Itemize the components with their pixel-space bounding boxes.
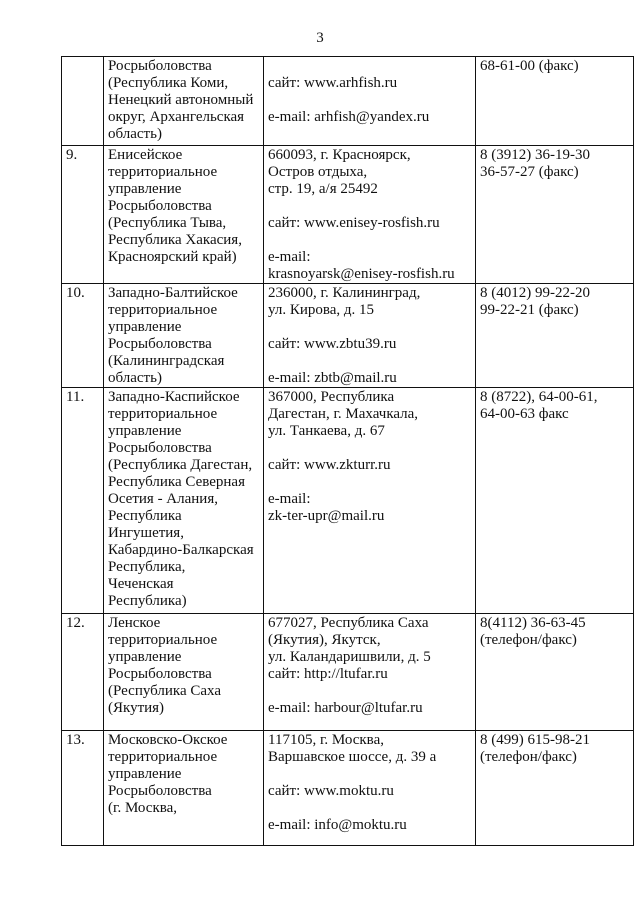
blank-line xyxy=(268,683,472,700)
address-line: Варшавское шоссе, д. 39 а xyxy=(268,749,437,765)
organization-name-line: (Республика Тыва, xyxy=(108,215,227,231)
organization-name-line: Росрыболовства xyxy=(108,440,212,456)
address-line: Дагестан, г. Махачкала, xyxy=(268,406,419,422)
organization-name-line: Росрыболовства xyxy=(108,666,212,682)
phone-line: (телефон/факс) xyxy=(480,632,577,648)
email-line: e-mail: zbtb@mail.ru xyxy=(268,370,397,386)
phone-line: 8 (499) 615-98-21 xyxy=(480,732,590,748)
organization-name-line: территориальное xyxy=(108,632,218,648)
address-line: 660093, г. Красноярск, xyxy=(268,147,411,163)
organization-name-line: (Республика Коми, xyxy=(108,75,229,91)
table-row xyxy=(62,614,634,731)
organization-name-line: Росрыболовства xyxy=(108,783,212,799)
website-line: сайт: http://ltufar.ru xyxy=(268,666,388,682)
blank-line xyxy=(268,440,472,457)
row-number-cell: 12. xyxy=(62,614,104,731)
address-line: 117105, г. Москва, xyxy=(268,732,384,748)
organization-name-line: Красноярский край) xyxy=(108,249,237,265)
phone-line: (телефон/факс) xyxy=(480,749,577,765)
address-line: 677027, Республика Саха xyxy=(268,615,429,631)
table-row xyxy=(62,388,634,614)
phone-cell xyxy=(476,284,634,388)
address-cell xyxy=(264,731,476,846)
organization-name-line: Республика, xyxy=(108,559,186,575)
blank-line xyxy=(268,800,472,817)
organization-name-line: область) xyxy=(108,370,162,386)
address-cell xyxy=(264,388,476,614)
address-line: 236000, г. Калининград, xyxy=(268,285,421,301)
organization-name-line: Ингушетия, xyxy=(108,525,184,541)
phone-line: 36-57-27 (факс) xyxy=(480,164,579,180)
address-line: ул. Кирова, д. 15 xyxy=(268,302,375,318)
organization-name-line: управление xyxy=(108,649,182,665)
phone-cell xyxy=(476,614,634,731)
row-number-cell: 11. xyxy=(62,388,104,614)
phone-line: 68-61-00 (факс) xyxy=(480,58,579,74)
organization-name-line: Росрыболовства xyxy=(108,336,212,352)
address-line: ул. Танкаева, д. 67 xyxy=(268,423,385,439)
phone-line: 8(4112) 36-63-45 xyxy=(480,615,586,631)
phone-cell xyxy=(476,731,634,846)
blank-line xyxy=(268,319,472,336)
blank-line xyxy=(268,58,472,75)
blank-line xyxy=(268,92,472,109)
blank-line xyxy=(268,474,472,491)
email-line: zk-ter-upr@mail.ru xyxy=(268,508,385,524)
address-cell xyxy=(264,57,476,146)
address-cell xyxy=(264,146,476,284)
address-line: 367000, Республика xyxy=(268,389,395,405)
organization-name-line: управление xyxy=(108,766,182,782)
organization-name-line: (Республика Дагестан, xyxy=(108,457,253,473)
row-number-cell: 10. xyxy=(62,284,104,388)
website-line: сайт: www.arhfish.ru xyxy=(268,75,398,91)
organization-name-line: управление xyxy=(108,319,182,335)
organization-name-line: Республика xyxy=(108,508,182,524)
organization-name-line: (Калининградская xyxy=(108,353,225,369)
table-row xyxy=(62,146,634,284)
email-line: krasnoyarsk@enisey-rosfish.ru xyxy=(268,266,455,282)
page-number: 3 xyxy=(316,30,324,46)
organization-name-line: Ленское xyxy=(108,615,161,631)
table-body xyxy=(62,57,634,846)
organization-name-cell xyxy=(104,388,264,614)
organization-name-cell xyxy=(104,614,264,731)
phone-line: 99-22-21 (факс) xyxy=(480,302,579,318)
organization-name-line: Западно-Балтийское xyxy=(108,285,238,301)
blank-line xyxy=(268,766,472,783)
organization-name-line: Ненецкий автономный xyxy=(108,92,254,108)
organization-name-line: Московско-Окское xyxy=(108,732,228,748)
organization-name-line: Республика) xyxy=(108,593,187,609)
organization-name-line: (Якутия) xyxy=(108,700,165,716)
organization-name-cell xyxy=(104,146,264,284)
phone-line: 8 (3912) 36-19-30 xyxy=(480,147,590,163)
email-line: e-mail: harbour@ltufar.ru xyxy=(268,700,423,716)
email-line: e-mail: arhfish@yandex.ru xyxy=(268,109,430,125)
organization-name-line: территориальное xyxy=(108,749,218,765)
organization-name-line: Осетия - Алания, xyxy=(108,491,218,507)
organization-name-line: округ, Архангельская xyxy=(108,109,245,125)
row-number-cell: 13. xyxy=(62,731,104,846)
organization-name-line: территориальное xyxy=(108,164,218,180)
organization-name-line: Росрыболовства xyxy=(108,58,212,74)
organization-name-line: область) xyxy=(108,126,162,142)
organization-name-line: (Республика Саха xyxy=(108,683,222,699)
organization-name-line: Енисейское xyxy=(108,147,183,163)
website-line: сайт: www.moktu.ru xyxy=(268,783,394,799)
organization-name-line: Западно-Каспийское xyxy=(108,389,240,405)
email-line: e-mail: xyxy=(268,491,311,507)
organization-name-line: управление xyxy=(108,423,182,439)
organization-name-line: Кабардино-Балкарская xyxy=(108,542,254,558)
directory-table xyxy=(61,56,634,846)
organization-name-line: Росрыболовства xyxy=(108,198,212,214)
address-line: стр. 19, а/я 25492 xyxy=(268,181,378,197)
phone-cell xyxy=(476,146,634,284)
row-number-cell xyxy=(62,57,104,146)
blank-line xyxy=(268,232,472,249)
row-number-cell: 9. xyxy=(62,146,104,284)
blank-line xyxy=(268,198,472,215)
table-row xyxy=(62,731,634,846)
address-cell xyxy=(264,284,476,388)
website-line: сайт: www.enisey-rosfish.ru xyxy=(268,215,440,231)
organization-name-line: управление xyxy=(108,181,182,197)
organization-name-cell xyxy=(104,731,264,846)
address-cell xyxy=(264,614,476,731)
phone-line: 8 (4012) 99-22-20 xyxy=(480,285,590,301)
organization-name-line: территориальное xyxy=(108,302,218,318)
website-line: сайт: www.zkturr.ru xyxy=(268,457,391,473)
website-line: сайт: www.zbtu39.ru xyxy=(268,336,397,352)
address-line: (Якутия), Якутск, xyxy=(268,632,381,648)
blank-line xyxy=(268,353,472,370)
phone-cell xyxy=(476,388,634,614)
table-row xyxy=(62,57,634,146)
organization-name-line: (г. Москва, xyxy=(108,800,178,816)
organization-name-line: территориальное xyxy=(108,406,218,422)
address-line: ул. Каландаришвили, д. 5 xyxy=(268,649,431,665)
email-line: e-mail: xyxy=(268,249,311,265)
organization-name-cell xyxy=(104,57,264,146)
address-line: Остров отдыха, xyxy=(268,164,368,180)
table-row xyxy=(62,284,634,388)
organization-name-line: Республика Хакасия, xyxy=(108,232,242,248)
phone-cell xyxy=(476,57,634,146)
organization-name-line: Республика Северная xyxy=(108,474,245,490)
phone-line: 8 (8722), 64-00-61, xyxy=(480,389,598,405)
organization-name-line: Чеченская xyxy=(108,576,174,592)
email-line: e-mail: info@moktu.ru xyxy=(268,817,407,833)
organization-name-cell xyxy=(104,284,264,388)
phone-line: 64-00-63 факс xyxy=(480,406,569,422)
